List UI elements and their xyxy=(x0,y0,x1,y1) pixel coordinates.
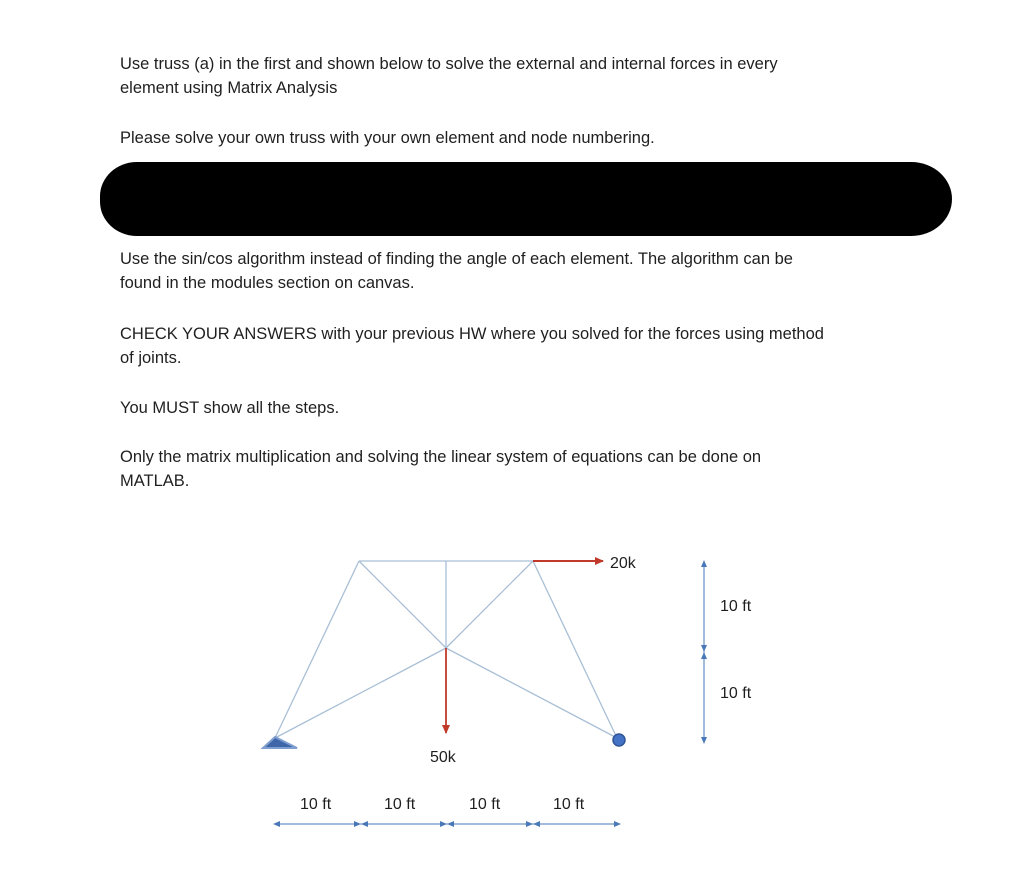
pin-support xyxy=(263,737,297,748)
instruction-5-text: You MUST show all the steps. xyxy=(120,399,340,417)
instruction-3-line-1: Use the sin/cos algorithm instead of finding the angle of each element. The algorithm can be xyxy=(120,250,793,268)
right-outer-member xyxy=(533,561,617,738)
vertical-dimension xyxy=(701,560,707,744)
instruction-3-line-2: found in the modules section on canvas. xyxy=(120,274,415,292)
left-outer-member xyxy=(275,561,359,738)
instruction-6-line-2: MATLAB. xyxy=(120,472,190,490)
right-diagonal-member xyxy=(446,561,533,648)
left-diagonal-member xyxy=(359,561,446,648)
horizontal-dim-label-2: 10 ft xyxy=(384,796,416,813)
instruction-2-text: Please solve your own truss with your own element and node numbering. xyxy=(120,129,655,147)
roller-support xyxy=(613,734,625,746)
instruction-1-line-2: element using Matrix Analysis xyxy=(120,79,338,97)
instruction-4-line-1: CHECK YOUR ANSWERS with your previous HW where you solved for the forces using method xyxy=(120,325,824,343)
vertical-dim-label-1: 10 ft xyxy=(720,598,752,615)
left-bottom-member xyxy=(275,648,446,738)
instruction-4-line-2: of joints. xyxy=(120,349,182,367)
right-bottom-member xyxy=(446,648,617,738)
horizontal-dimension xyxy=(273,821,621,827)
vertical-load-label: 50k xyxy=(430,749,456,766)
instruction-6-line-1: Only the matrix multiplication and solving the linear system of equations can be done on xyxy=(120,448,762,466)
horizontal-load-label: 20k xyxy=(610,555,636,572)
instruction-1-line-1: Use truss (a) in the first and shown below to solve the external and internal forces in every xyxy=(120,55,778,73)
horizontal-dim-label-3: 10 ft xyxy=(469,796,501,813)
horizontal-dim-label-4: 10 ft xyxy=(553,796,585,813)
horizontal-dim-label-1: 10 ft xyxy=(300,796,332,813)
vertical-dim-label-2: 10 ft xyxy=(720,685,752,702)
